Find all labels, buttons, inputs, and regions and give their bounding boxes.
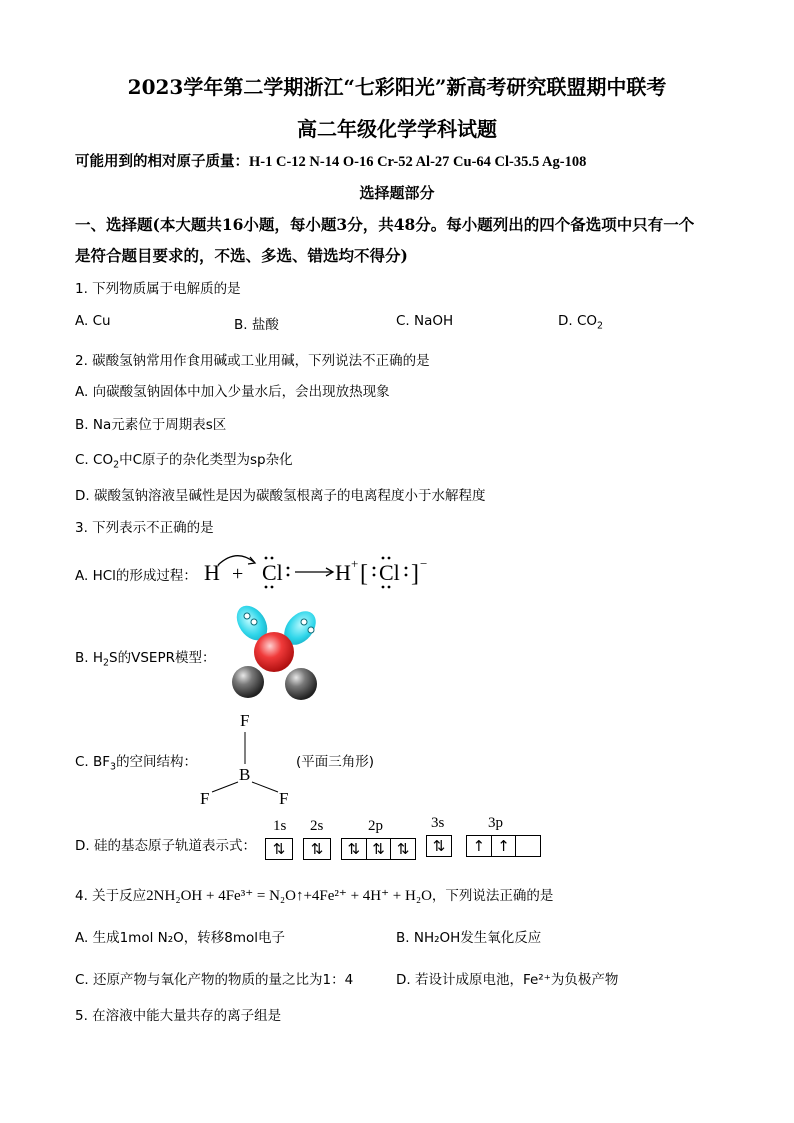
- q4-option-a: A. 生成1mol N₂O，转移8mol电子: [75, 930, 286, 946]
- instructions-line2: 是符合题目要求的，不选、多选、错选均不得分): [75, 246, 408, 265]
- svg-text:H: H: [335, 560, 351, 585]
- orbital-label-2p: 2p: [368, 818, 383, 834]
- orbital-cell: ↑: [492, 836, 517, 856]
- question-1-stem: 1. 下列物质属于电解质的是: [75, 281, 241, 297]
- q2-option-a: A. 向碳酸氢钠固体中加入少量水后，会出现放热现象: [75, 384, 390, 400]
- orbital-box-3p: [466, 835, 541, 857]
- orbital-box-3s: [426, 835, 452, 857]
- q3-option-a-label: A. HCl的形成过程：: [75, 568, 197, 584]
- q2-option-c: C. $CO_2$中C原子的杂化类型为sp杂化: [75, 452, 293, 471]
- svg-text:[: [: [360, 561, 368, 587]
- svg-text:F: F: [240, 711, 250, 730]
- orbital-box-1s: [265, 838, 293, 860]
- q3-option-b-label: B. $H_2S$的VSEPR模型：: [75, 650, 216, 669]
- instructions-line1: 一、选择题(本大题共16小题，每小题3分，共48分。每小题列出的四个备选项中只有一个: [75, 215, 695, 234]
- q4-option-b: B. NH₂OH发生氧化反应: [396, 930, 542, 946]
- orbital-cell: ⇅: [367, 839, 392, 859]
- orbital-box-2s: [303, 838, 331, 860]
- orbital-cell: ⇅: [396, 840, 410, 858]
- orbital-box-2p: [341, 838, 416, 860]
- q1-option-a: A. Cu: [75, 313, 111, 329]
- q3-option-c-label: C. $BF_3$的空间结构：: [75, 754, 198, 773]
- svg-text:F: F: [200, 789, 210, 808]
- atomic-mass-line: 可能用到的相对原子质量：H-1 C-12 N-14 O-16 Cr-52 Al-27 Cu-64 Cl-35.5 Ag-108: [75, 154, 587, 170]
- orbital-label-3s: 3s: [431, 815, 445, 831]
- exam-title: 2023学年第二学期浙江“七彩阳光”新高考研究联盟期中联考: [127, 75, 667, 99]
- q2-option-b: B. Na元素位于周期表s区: [75, 417, 227, 433]
- q3-option-d-label: D. 硅的基态原子轨道表示式：: [75, 838, 256, 854]
- svg-text:+: +: [351, 556, 359, 571]
- orbital-label-2s: 2s: [310, 818, 324, 834]
- section-heading: 选择题部分: [359, 184, 435, 202]
- orbital-cell: ⇅: [272, 840, 286, 858]
- orbital-cell: [516, 836, 540, 856]
- question-4-stem: 4. 关于反应2NH₂OH + 4Fe³⁺ = N₂O↑+4Fe²⁺ + 4H⁺ + H₂O，下列说法正确的是: [75, 888, 554, 904]
- exam-subtitle: 高二年级化学学科试题: [297, 117, 497, 141]
- q4-option-d: D. 若设计成原电池，Fe²⁺为负极产物: [396, 972, 619, 988]
- question-3-stem: 3. 下列表示不正确的是: [75, 520, 214, 536]
- svg-text:H: H: [204, 560, 220, 585]
- svg-text:+: +: [232, 563, 244, 585]
- q1-option-b: B. 盐酸: [234, 317, 279, 333]
- reaction-equation: 2NH₂OH + 4Fe³⁺ = N₂O↑+4Fe²⁺ + 4H⁺ + H₂O: [146, 888, 432, 904]
- h2s-vsepr-model-image: [222, 600, 332, 705]
- svg-text:F: F: [279, 789, 289, 808]
- question-2-stem: 2. 碳酸氢钠常用作食用碱或工业用碱，下列说法不正确的是: [75, 353, 430, 369]
- bf3-structure-diagram: [190, 706, 300, 812]
- q1-option-d: D. $CO_2$: [558, 313, 604, 332]
- orbital-label-3p: 3p: [488, 815, 503, 831]
- q4-option-c: C. 还原产物与氧化产物的物质的量之比为1：4: [75, 972, 354, 988]
- question-5-stem: 5. 在溶液中能大量共存的离子组是: [75, 1008, 282, 1024]
- orbital-cell: ⇅: [310, 840, 324, 858]
- orbital-cell: ↑: [467, 836, 492, 856]
- q1-option-c: C. NaOH: [396, 313, 454, 329]
- svg-text:−: −: [420, 556, 428, 571]
- svg-text:Cl: Cl: [262, 560, 283, 585]
- orbital-cell: ⇅: [432, 837, 446, 855]
- svg-text:]: ]: [411, 561, 419, 587]
- orbital-label-1s: 1s: [273, 818, 287, 834]
- orbital-cell: ⇅: [342, 839, 367, 859]
- svg-text:Cl: Cl: [379, 560, 400, 585]
- q2-option-d: D. 碳酸氢钠溶液呈碱性是因为碳酸氢根离子的电离程度小于水解程度: [75, 488, 486, 504]
- bf3-shape-note: (平面三角形): [296, 754, 375, 770]
- svg-text:B: B: [239, 765, 251, 784]
- hcl-formation-diagram: [196, 548, 436, 590]
